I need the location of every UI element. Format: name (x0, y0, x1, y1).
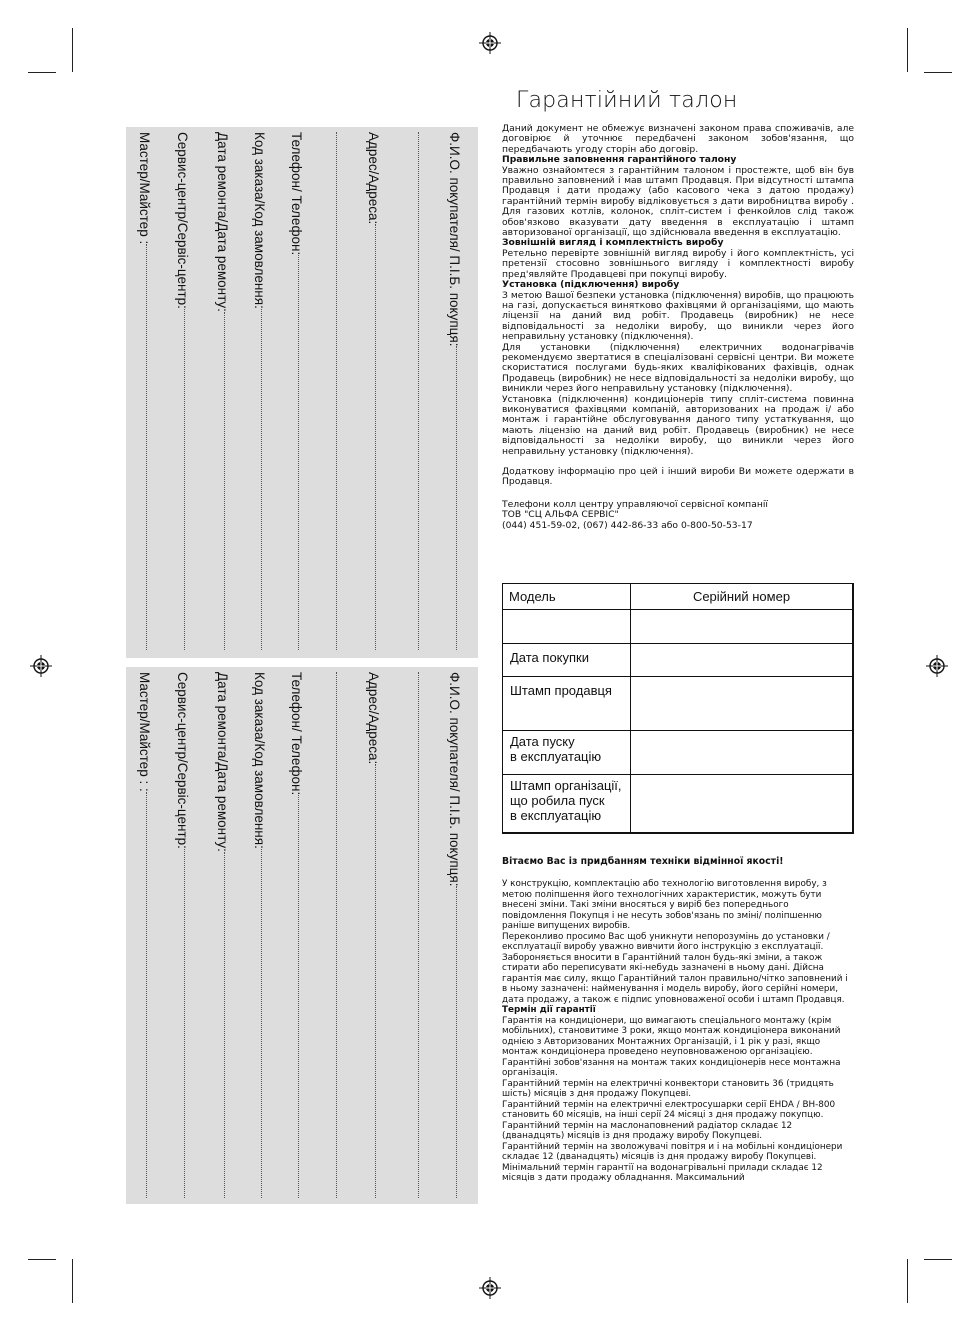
crop-mark (28, 1259, 56, 1260)
section-paragraph: Уважно ознайомтеся з гарантійним талоном і простежте, щоб він був правильно заповнений і мав штамп Продавця. При відсутності штампа Продавця і дати продажу (або касового чека з датою продажу) гарантійний термін виробу відліковується з дати виробництва виробу . Для газових котлів, колонок, спліт-систем і фенкойлов слід також обов'язково вказувати дату введення в експлуатацію і штамп авторизованої організації, що здійснювала введення в експлуатацію. (502, 164, 854, 239)
repair-stub-top (126, 127, 478, 658)
dotted-line (336, 132, 337, 650)
crop-mark (72, 1259, 73, 1303)
body-paragraph: Гарантія на кондиціонери, що вимагають спеціального монтажу (крім мобільних), становитиме 3 роки, якщо монтаж кондиціонера виконаний однією з Авторизованих Монтажних Організацій, і 1 рік у разі, якщо монтаж кондиціонера проведено неуповноваженою організацією. Гарантійні зобов'язання на монтаж таких кондиціонерів несе монтажна організація. (502, 1015, 841, 1078)
registration-mark-icon (926, 655, 948, 677)
section-paragraph: З метою Вашої безпеки установка (підключення) виробів, що працюють на газі, допускається винятково фахівцями й організаціями, що мають ліцензії на даний вид робіт. Продавець (виробник) не несе відповідальності за недоліки виробу, що виникли через його неправильну установку (підключення). (502, 289, 854, 343)
table-row (503, 731, 854, 775)
section-paragraph: Установка (підключення) кондиціонерів типу спліт-система повинна виконуватися фахівцями компаній, авторизованих на продаж і/ або монтаж і гарантійне обслуговування даного типу устаткування, що мають ліцензію на даний вид робіт. Продавець (виробник) не несе відповідальності за недоліки виробу, що виникли через його неправильну установку (підключення). (502, 393, 854, 457)
body-heading: Термін дії гарантії (502, 1005, 596, 1015)
stub-field-order-code[interactable]: Код заказа/Код замовлення: (247, 132, 271, 650)
stub-field-service-center[interactable]: Сервис-центр/Сервіс-центр: (170, 672, 194, 1198)
section-heading: Установка (підключення) виробу (502, 279, 680, 291)
crop-mark (907, 1259, 908, 1303)
dotted-line (418, 672, 419, 1198)
section-paragraph: Ретельно перевірте зовнішній вигляд виробу і його комплектність, усі претензії стосовно зовнішнього вигляду і комплектності виробу пред'являйте Продавцеві при покупці виробу. (502, 247, 854, 280)
crop-mark (924, 1259, 952, 1260)
stub-field-blank[interactable] (322, 672, 346, 1198)
body-paragraph: У конструкцію, комплектацію або технологію виготовлення виробу, з метою поліпшення його технологічних характеристик, можуть бути внесені зміни. Такі зміни вносяться у виріб без попереднього повідомлення Покупця і не несуть зобов'язань по зміні/ поліпшенню раніше випущених виробів. (502, 879, 827, 931)
dotted-line (298, 795, 299, 1198)
table-cell-value[interactable] (631, 775, 854, 833)
registration-mark-icon (30, 655, 52, 677)
call-center-line: Телефони колл центру управляючої сервісної компанії (502, 498, 768, 510)
dotted-line (336, 672, 337, 1198)
table-cell-value[interactable] (631, 610, 854, 644)
stub-field-buyer-name[interactable]: Ф.И.О. покупателя/ П.І.Б. покупця: (442, 132, 466, 650)
dotted-line (375, 764, 376, 1198)
body-paragraph: Гарантійний термін на маслонаповнений радіатор складає 12 (дванадцять) місяців із дня продажу виробу Покупцеві. (502, 1120, 793, 1141)
dotted-line (261, 309, 262, 650)
table-row (503, 644, 854, 677)
dotted-line (456, 346, 457, 650)
extra-info-paragraph: Додаткову інформацію про цей і інший вироби Ви можете одержати в Продавця. (502, 466, 854, 488)
intro-paragraph: Даний документ не обмежує визначені законом права споживачів, але договірює й уточнює передбачені законом зобов'язання, що передбачають угоду сторін або договір. (502, 123, 854, 155)
dotted-line (224, 852, 225, 1198)
table-cell-label: Дата пуску в експлуатацію (503, 731, 631, 775)
body-paragraph: Переконливо просимо Вас щоб уникнути непорозумінь до установки /експлуатації виробу уважно вивчити його інструкцію з експлуатації. Забороняється вносити в Гарантійний талон будь-які зміни, а також стирати або переписувати які-небудь зазначені в ньому дані. Дійсна гарантія має силу, якщо Гарантійний талон правильно/чітко заповнений і в ньому зазначені: найменування і модель виробу, його серійні номери, дата продажу, а також є підпис уповноваженої особи і штамп Продавця. (502, 931, 848, 1005)
stub-field-blank[interactable] (404, 672, 428, 1198)
dotted-line (418, 132, 419, 650)
table-header-model: Модель (503, 584, 631, 610)
warranty-table (502, 583, 854, 834)
body-paragraph: Мінімальний термін гарантії на водонагрівальні прилади складає 12 місяців з дати продажу обладнання. Максимальний (502, 1162, 823, 1183)
dotted-line (298, 255, 299, 650)
dotted-line (261, 849, 262, 1198)
table-cell-label: Дата покупки (503, 644, 631, 677)
page-title: Гарантійний талон (516, 88, 738, 113)
stub-field-master[interactable]: Мастер/Майстер : (132, 132, 156, 650)
warranty-terms (502, 124, 854, 531)
stub-field-address[interactable]: Адрес/Адреса: (361, 132, 385, 650)
table-cell-value[interactable] (631, 731, 854, 775)
stub-field-master[interactable]: Мастер/Майстер : : (132, 672, 156, 1198)
stub-field-order-code[interactable]: Код заказа/Код замовлення: (247, 672, 271, 1198)
dotted-line (146, 792, 147, 1198)
dotted-line (375, 224, 376, 650)
repair-stub-bottom (126, 667, 478, 1204)
dotted-line (146, 244, 147, 650)
stub-field-repair-date[interactable]: Дата ремонта/Дата ремонту: (210, 132, 234, 650)
registration-mark-icon (479, 1277, 501, 1299)
stub-field-buyer-name[interactable]: Ф.И.О. покупателя/ П.І.Б. покупця: (442, 672, 466, 1198)
body-paragraph: Гарантійний термін на електричні конвектори становить 36 (тридцять шість) місяців з дня продажу Покупцеві. (502, 1078, 834, 1099)
section-paragraph: Для установки (підключення) електричних водонагрівачів рекомендуємо звертатися в спеціалізовані сервісні центри. Ви можете скористатися послугами будь-яких кваліфікованих фахівців, однак Продавець (виробник) не несе відповідальності за недоліки виробу, що виникли через його неправильну установку (підключення). (502, 341, 854, 395)
stub-field-blank[interactable] (404, 132, 428, 650)
registration-mark-icon (479, 32, 501, 54)
table-cell-label (503, 610, 631, 644)
table-cell-label: Штамп продавця (503, 677, 631, 731)
call-center-phones: (044) 451-59-02, (067) 442-86-33 або 0-800-50-53-17 (502, 519, 753, 531)
table-header-serial: Серійний номер (631, 584, 854, 610)
dotted-line (184, 849, 185, 1198)
crop-mark (924, 72, 952, 73)
dotted-line (456, 886, 457, 1198)
table-row (503, 775, 854, 833)
stub-field-service-center[interactable]: Сервис-центр/Сервіс-центр: (170, 132, 194, 650)
dotted-line (184, 309, 185, 650)
crop-mark (907, 28, 908, 72)
table-cell-label: Штамп організації, що робила пуск в експлуатацію (503, 775, 631, 833)
table-cell-value[interactable] (631, 677, 854, 731)
section-heading: Правильне заповнення гарантійного талону (502, 154, 737, 166)
section-heading: Зовнішній вигляд і комплектність виробу (502, 237, 724, 249)
greeting-heading: Вітаємо Вас із придбанням техніки відмінної якості! (502, 856, 784, 867)
stub-field-phone[interactable]: Телефон/ Телефон: (284, 672, 308, 1198)
crop-mark (72, 28, 73, 72)
warranty-body (502, 879, 854, 1184)
table-row (503, 610, 854, 644)
stub-field-address[interactable]: Адрес/Адреса: (361, 672, 385, 1198)
stub-field-phone[interactable]: Телефон/ Телефон: (284, 132, 308, 650)
call-center-line: ТОВ "СЦ АЛЬФА СЕРВІС" (502, 509, 619, 521)
body-paragraph: Гарантійний термін на електричні електросушарки серії EHDA / BH-800 становить 60 місяців, на інші серії 24 місяці з дня продажу покупцю. (502, 1099, 836, 1120)
body-paragraph: Гарантійний термін на зволожувачі повітря и і на мобільні кондиціонери складає 12 (дванадцять) місяців із дня продажу виробу Покупцеві. (502, 1141, 843, 1162)
table-row (503, 677, 854, 731)
dotted-line (224, 312, 225, 650)
stub-field-blank[interactable] (322, 132, 346, 650)
table-cell-value[interactable] (631, 644, 854, 677)
stub-field-repair-date[interactable]: Дата ремонта/Дата ремонту: (210, 672, 234, 1198)
crop-mark (28, 72, 56, 73)
